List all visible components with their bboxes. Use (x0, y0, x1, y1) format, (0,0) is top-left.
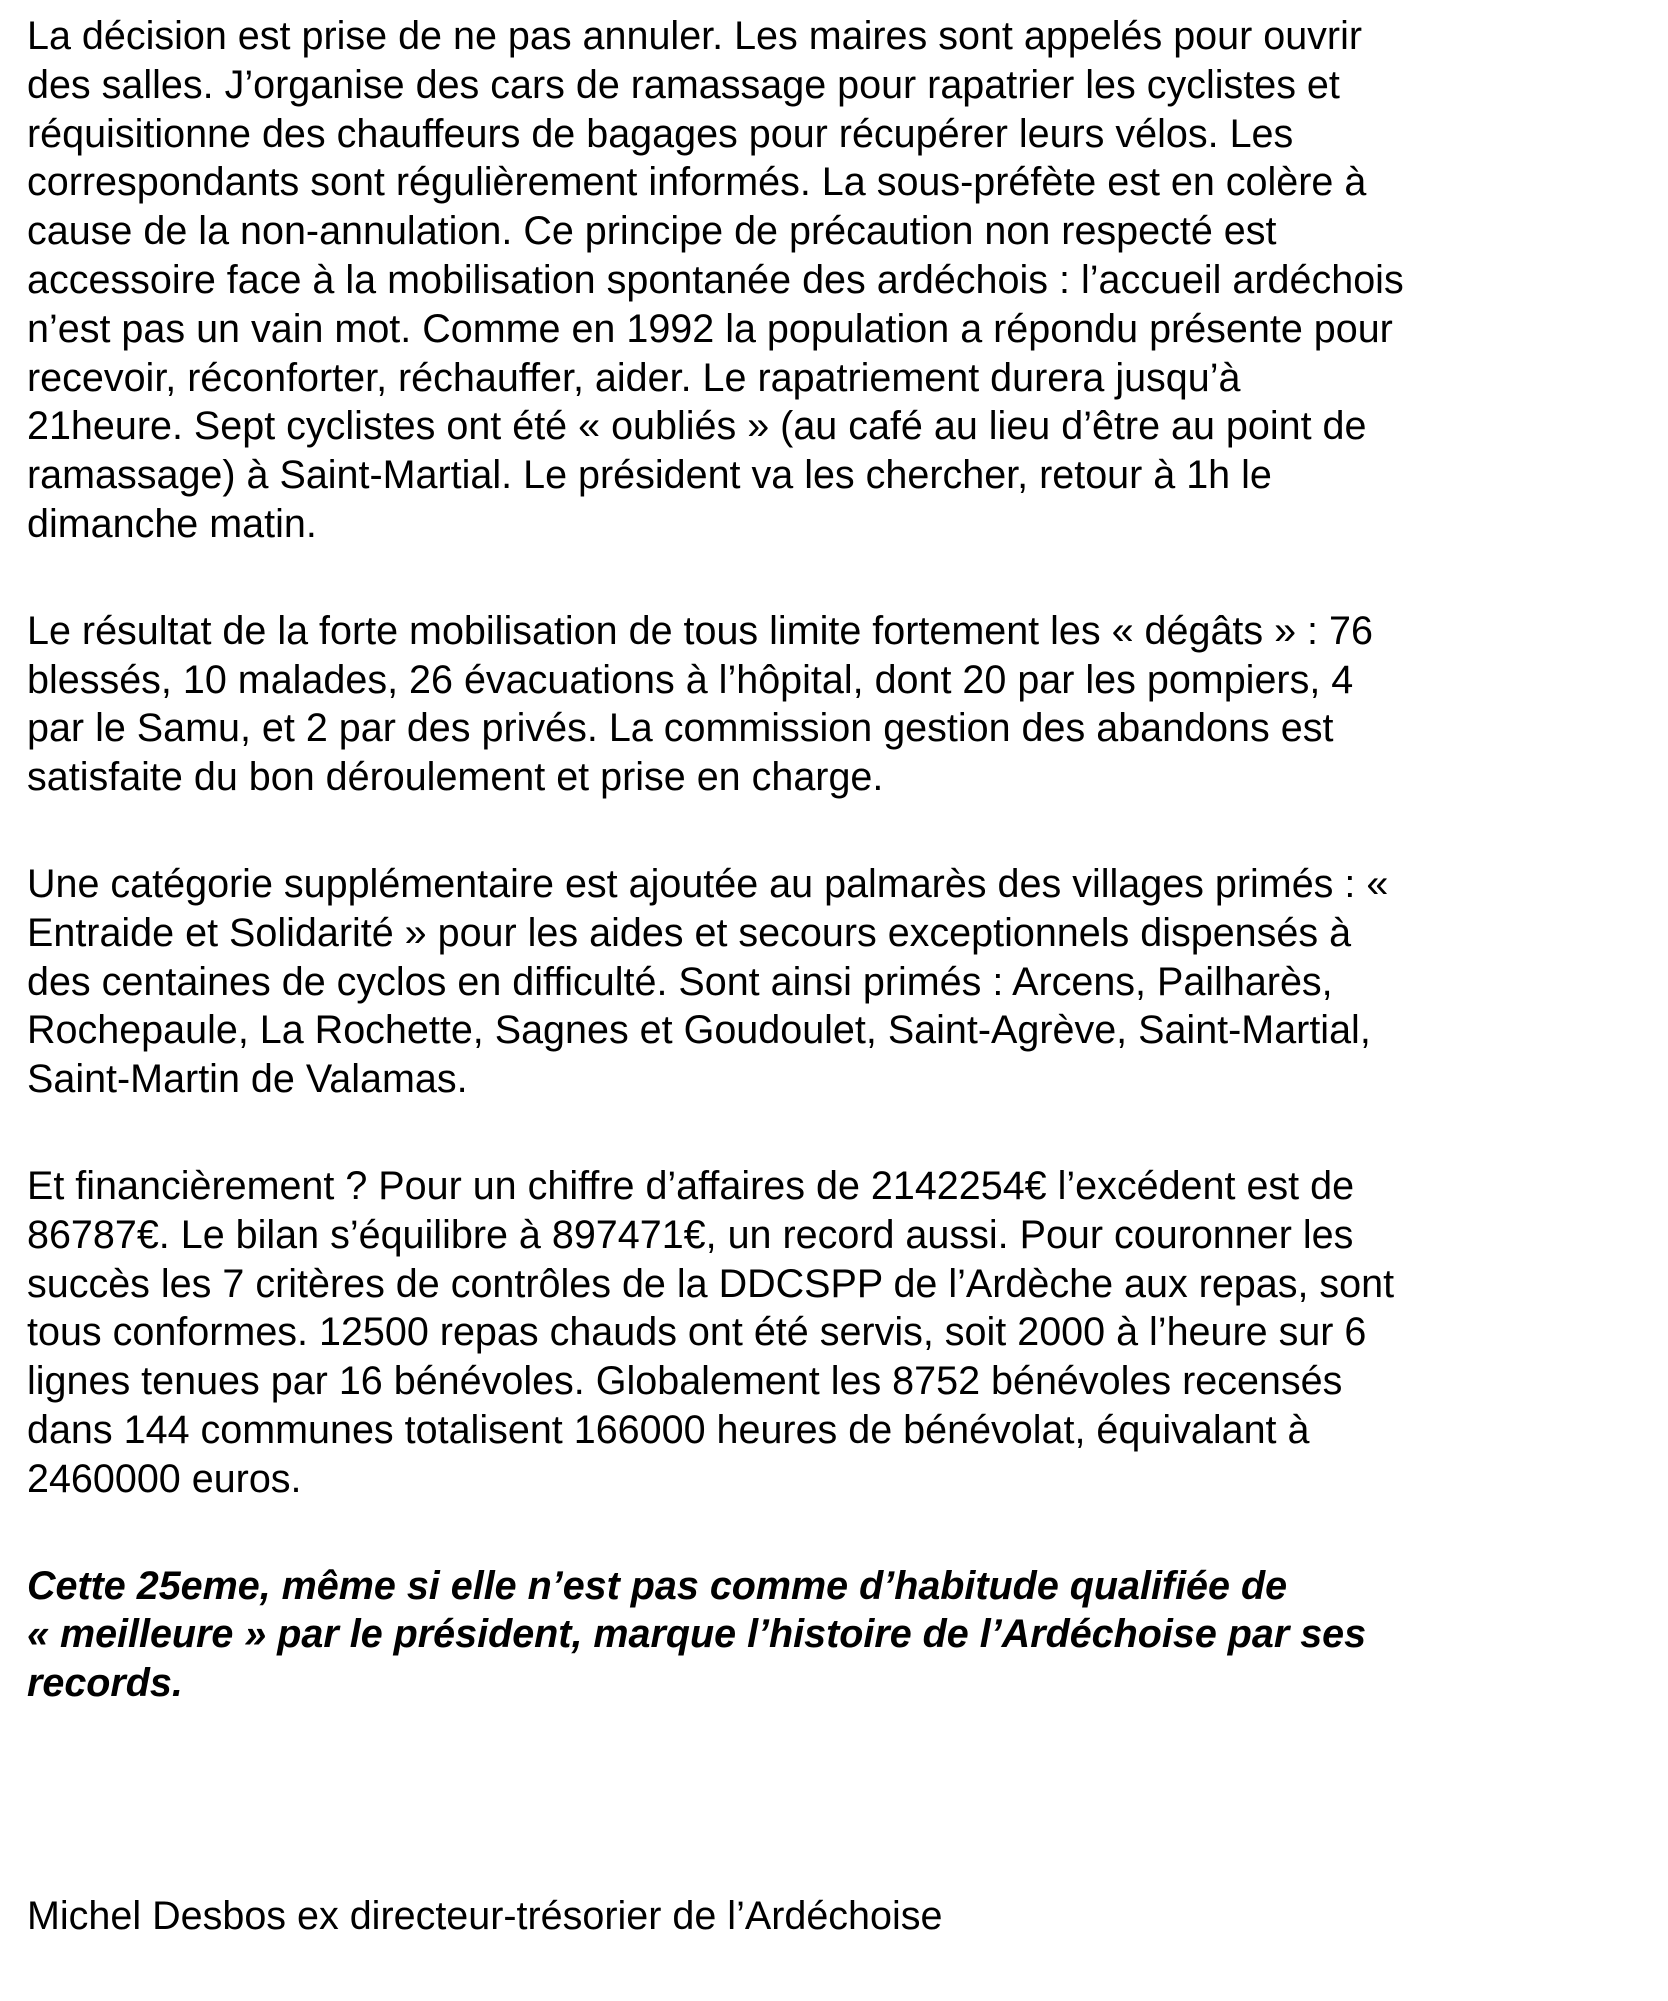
conclusion-paragraph (27, 1562, 1668, 1708)
text-line: records. (27, 1661, 183, 1706)
text-line: blessés, 10 malades, 26 évacuations à l’hôpital, dont 20 par les pompiers, 4 (27, 657, 1354, 702)
paragraph-finances (27, 1162, 1668, 1504)
text-line: Cette 25eme, même si elle n’est pas comme d’habitude qualifiée de (27, 1563, 1288, 1608)
text-line: recevoir, réconforter, réchauffer, aider. Le rapatriement durera jusqu’à (27, 355, 1241, 400)
paragraph-villages-primes (27, 860, 1668, 1104)
paragraph-bilan-degats (27, 607, 1668, 802)
text-line: Entraide et Solidarité » pour les aides et secours exceptionnels dispensés à (27, 910, 1352, 955)
text-line: ramassage) à Saint-Martial. Le président va les chercher, retour à 1h le (27, 453, 1272, 498)
text-line: Et financièrement ? Pour un chiffre d’affaires de 2142254€ l’excédent est de (27, 1163, 1355, 1208)
text-line: succès les 7 critères de contrôles de la DDCSPP de l’Ardèche aux repas, sont (27, 1261, 1395, 1306)
text-line: satisfaite du bon déroulement et prise en charge. (27, 755, 884, 800)
text-line: dimanche matin. (27, 501, 317, 546)
text-line: lignes tenues par 16 bénévoles. Globalement les 8752 bénévoles recensés (27, 1359, 1343, 1404)
text-line: Une catégorie supplémentaire est ajoutée au palmarès des villages primés : « (27, 861, 1389, 906)
text-line: des salles. J’organise des cars de ramassage pour rapatrier les cyclistes et (27, 62, 1340, 107)
text-line: des centaines de cyclos en difficulté. Sont ainsi primés : Arcens, Pailharès, (27, 959, 1333, 1004)
text-line: n’est pas un vain mot. Comme en 1992 la population a répondu présente pour (27, 306, 1393, 351)
text-line: par le Samu, et 2 par des privés. La commission gestion des abandons est (27, 706, 1334, 751)
text-line: 21heure. Sept cyclistes ont été « oubliés » (au café au lieu d’être au point de (27, 404, 1367, 449)
text-line: correspondants sont régulièrement informés. La sous-préfète est en colère à (27, 160, 1367, 205)
text-line: Rochepaule, La Rochette, Sagnes et Goudoulet, Saint-Agrève, Saint-Martial, (27, 1008, 1371, 1053)
document-body (27, 12, 1668, 1999)
signature-text: Michel Desbos ex directeur-trésorier de l’Ardéchoise (27, 1893, 943, 1938)
text-line: dans 144 communes totalisent 166000 heures de bénévolat, équivalant à (27, 1407, 1310, 1452)
text-line: « meilleure » par le président, marque l’histoire de l’Ardéchoise par ses (27, 1612, 1367, 1657)
text-line: Saint-Martin de Valamas. (27, 1057, 468, 1102)
signature (27, 1892, 1668, 1941)
text-line: 86787€. Le bilan s’équilibre à 897471€, un record aussi. Pour couronner les (27, 1212, 1354, 1257)
text-line: Le résultat de la forte mobilisation de tous limite fortement les « dégâts » : 76 (27, 608, 1373, 653)
text-line: accessoire face à la mobilisation spontanée des ardéchois : l’accueil ardéchois (27, 257, 1404, 302)
text-line: cause de la non-annulation. Ce principe de précaution non respecté est (27, 209, 1277, 254)
text-line: 2460000 euros. (27, 1456, 302, 1501)
text-line: tous conformes. 12500 repas chauds ont été servis, soit 2000 à l’heure sur 6 (27, 1310, 1367, 1355)
text-line: réquisitionne des chauffeurs de bagages pour récupérer leurs vélos. Les (27, 111, 1294, 156)
paragraph-rapatriement (27, 12, 1668, 549)
text-line: La décision est prise de ne pas annuler. Les maires sont appelés pour ouvrir (27, 14, 1363, 58)
